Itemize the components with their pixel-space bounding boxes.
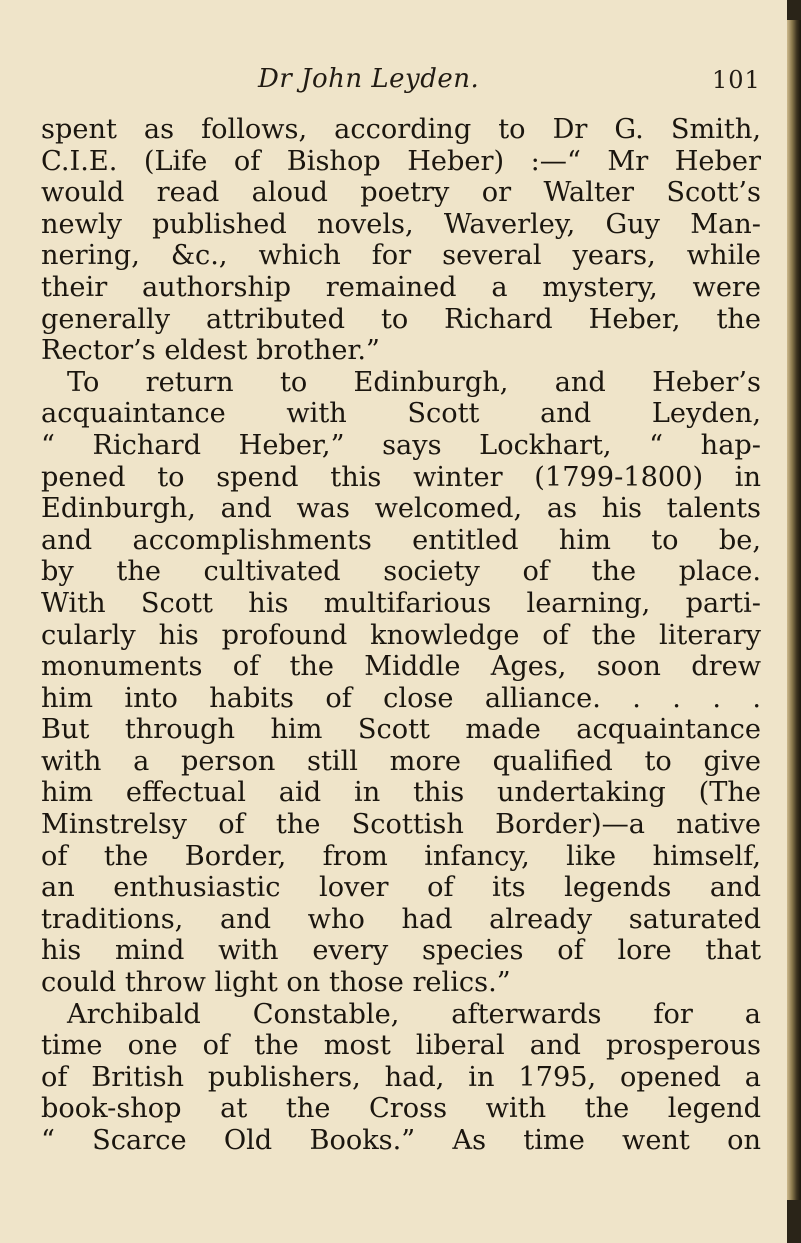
text-line: time one of the most liberal and prosperous [41, 1030, 761, 1062]
text-line: Minstrelsy of the Scottish Border)—a native [41, 809, 761, 841]
text-line: monuments of the Middle Ages, soon drew [41, 651, 761, 683]
text-line: C.I.E. (Life of Bishop Heber) :—“ Mr Heber [41, 145, 761, 177]
text-line: nering, &c., which for several years, while [41, 240, 761, 272]
text-line: his mind with every species of lore that [41, 935, 761, 967]
text-line: But through him Scott made acquaintance [41, 714, 761, 746]
text-line: generally attributed to Richard Heber, the [41, 303, 761, 335]
running-title: Dr John Leyden. [258, 64, 480, 94]
text-line: Edinburgh, and was welcomed, as his talents [41, 493, 761, 525]
page-spine-edge [787, 0, 801, 1243]
text-line: their authorship remained a mystery, were [41, 271, 761, 303]
text-line: book-shop at the Cross with the legend [41, 1093, 761, 1125]
text-line: an enthusiastic lover of its legends and [41, 872, 761, 904]
text-line: cularly his profound knowledge of the literary [41, 619, 761, 651]
text-line: traditions, and who had already saturated [41, 903, 761, 935]
running-head [0, 64, 790, 104]
text-line: With Scott his multifarious learning, parti- [41, 587, 761, 619]
text-line: would read aloud poetry or Walter Scott’s [41, 177, 761, 209]
text-line: him effectual aid in this undertaking (The [41, 777, 761, 809]
text-line: with a person still more qualified to give [41, 745, 761, 777]
text-line: him into habits of close alliance. . . . . [41, 682, 761, 714]
spine-shadow-top [787, 0, 801, 20]
text-line: could throw light on those relics.” [41, 967, 511, 999]
body-text [41, 114, 761, 1157]
text-line: “ Richard Heber,” says Lockhart, “ hap- [41, 429, 761, 461]
text-line: Rector’s eldest brother.” [41, 335, 380, 367]
text-line: acquaintance with Scott and Leyden, [41, 398, 761, 430]
page-number: 101 [712, 66, 761, 94]
text-line: newly published novels, Waverley, Guy Man- [41, 208, 761, 240]
spine-shadow-bottom [787, 1200, 801, 1243]
text-line: pened to spend this winter (1799-1800) in [41, 461, 761, 493]
text-line: of British publishers, had, in 1795, opened a [41, 1061, 761, 1093]
text-line: “ Scarce Old Books.” As time went on [41, 1125, 761, 1156]
text-line: of the Border, from infancy, like himself, [41, 840, 761, 872]
text-line: by the cultivated society of the place. [41, 556, 761, 588]
text-line: and accomplishments entitled him to be, [41, 524, 761, 556]
text-line: Archibald Constable, afterwards for a [67, 998, 761, 1030]
text-line: To return to Edinburgh, and Heber’s [67, 366, 761, 398]
text-line: spent as follows, according to Dr G. Smith, [41, 114, 761, 145]
